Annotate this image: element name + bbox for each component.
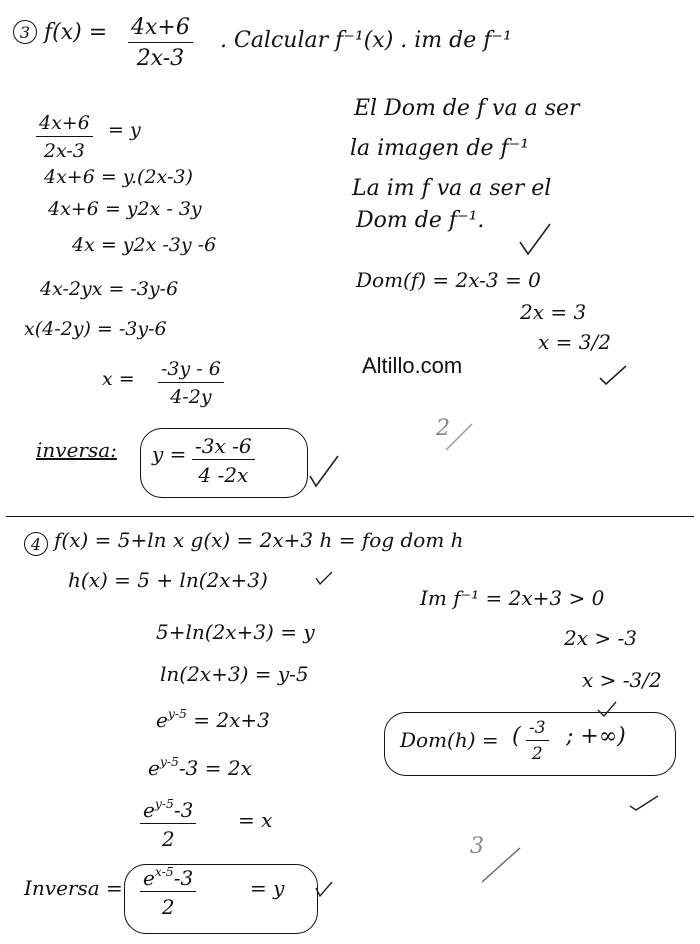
problem-3-number: 3 bbox=[13, 20, 37, 44]
grade-mark-problem-3: 2 bbox=[436, 416, 450, 441]
check-mark-dom-h bbox=[630, 796, 658, 810]
problem-4-inverse-rest: -3 bbox=[173, 866, 194, 890]
note-line-3: La im f va a ser el bbox=[352, 176, 552, 201]
step-1-numerator: 4x+6 bbox=[36, 114, 93, 137]
problem-3-inverse-label: inversa: bbox=[36, 438, 117, 462]
note-line-2: la imagen de f⁻¹ bbox=[350, 136, 530, 161]
dom-h-open-paren: ( bbox=[512, 724, 521, 749]
grade-mark-problem-4: 3 bbox=[470, 834, 484, 859]
p4-step-4-rhs: -3 = 2x bbox=[178, 756, 252, 780]
grade-slash-4 bbox=[482, 848, 520, 882]
p4-step-1: 5+ln(2x+3) = y bbox=[156, 620, 315, 644]
check-mark-dom-f bbox=[600, 366, 626, 384]
check-mark-inverse-3 bbox=[310, 456, 338, 486]
dom-f-line-3: x = 3/2 bbox=[538, 330, 611, 354]
p4-step-5-base: e bbox=[143, 798, 155, 822]
watermark-logo: Altillo.com bbox=[362, 353, 463, 378]
p4-step-4-base: e bbox=[148, 756, 160, 780]
problem-4-number: 4 bbox=[24, 532, 48, 556]
step-7-denominator: 4-2y bbox=[170, 386, 212, 408]
step-1-rhs: = y bbox=[108, 119, 141, 141]
problem-4-inverse-base: e bbox=[143, 866, 155, 890]
problem-3-inverse-numerator: -3x -6 bbox=[192, 436, 255, 460]
p4-step-3-base: e bbox=[156, 708, 168, 732]
p4-step-3-exponent: y-5 bbox=[167, 705, 187, 721]
p4-step-5-exponent: y-5 bbox=[154, 795, 174, 811]
problem-4-inverse-exponent: x-5 bbox=[154, 863, 174, 879]
p4-step-5-rest: -3 bbox=[173, 798, 194, 822]
p4-step-5-denominator: 2 bbox=[161, 827, 175, 851]
problem-4-given: f(x) = 5+ln x g(x) = 2x+3 h = fog dom h bbox=[54, 528, 464, 552]
problem-3-f-numerator: 4x+6 bbox=[128, 17, 193, 43]
step-4: 4x = y2x -3y -6 bbox=[72, 234, 217, 256]
im-line-2: 2x > -3 bbox=[564, 626, 637, 650]
step-5: 4x-2yx = -3y-6 bbox=[40, 278, 179, 300]
check-mark-h bbox=[316, 572, 332, 584]
problem-3-f-denominator: 2x-3 bbox=[136, 46, 185, 71]
p4-step-2: ln(2x+3) = y-5 bbox=[160, 662, 309, 686]
h-of-x: h(x) = 5 + ln(2x+3) bbox=[68, 568, 268, 592]
grade-slash-3 bbox=[446, 424, 472, 450]
step-7-numerator: -3y - 6 bbox=[158, 360, 224, 383]
problem-3-inverse-denominator: 4 -2x bbox=[198, 463, 249, 487]
problem-3-inverse-lhs: y = bbox=[152, 442, 187, 466]
dom-h-denominator: 2 bbox=[531, 744, 543, 764]
check-mark-notes bbox=[520, 224, 550, 254]
problem-4-inverse-denominator: 2 bbox=[161, 895, 175, 919]
step-2: 4x+6 = y.(2x-3) bbox=[44, 166, 193, 188]
p4-step-3-rhs: = 2x+3 bbox=[193, 708, 270, 732]
dom-f-line-2: 2x = 3 bbox=[520, 300, 587, 324]
note-line-1: El Dom de f va a ser bbox=[354, 96, 580, 121]
im-line-1: Im f⁻¹ = 2x+3 > 0 bbox=[420, 586, 605, 610]
dom-h-interval-rest: ; +∞) bbox=[566, 724, 626, 749]
check-mark-inverse-4 bbox=[316, 882, 332, 896]
step-7-lhs: x = bbox=[102, 368, 135, 390]
problem-3-f-label: f(x) = bbox=[44, 20, 108, 45]
step-1-denominator: 2x-3 bbox=[43, 140, 85, 162]
problem-3-task: . Calcular f⁻¹(x) . im de f⁻¹ bbox=[220, 28, 512, 53]
dom-h-label: Dom(h) = bbox=[400, 728, 499, 752]
check-mark-im bbox=[598, 702, 616, 716]
step-3: 4x+6 = y2x - 3y bbox=[48, 198, 202, 220]
step-6: x(4-2y) = -3y-6 bbox=[24, 318, 167, 340]
problem-4-inverse-label: Inversa = bbox=[24, 876, 123, 900]
problem-4-inverse-rhs: = y bbox=[250, 876, 285, 900]
im-line-3: x > -3/2 bbox=[582, 668, 662, 692]
dom-f-line-1: Dom(f) = 2x-3 = 0 bbox=[356, 268, 541, 292]
p4-step-4-exponent: y-5 bbox=[159, 753, 179, 769]
note-line-4: Dom de f⁻¹. bbox=[356, 208, 485, 233]
p4-step-5-rhs: = x bbox=[238, 808, 273, 832]
dom-h-numerator: -3 bbox=[526, 720, 549, 741]
